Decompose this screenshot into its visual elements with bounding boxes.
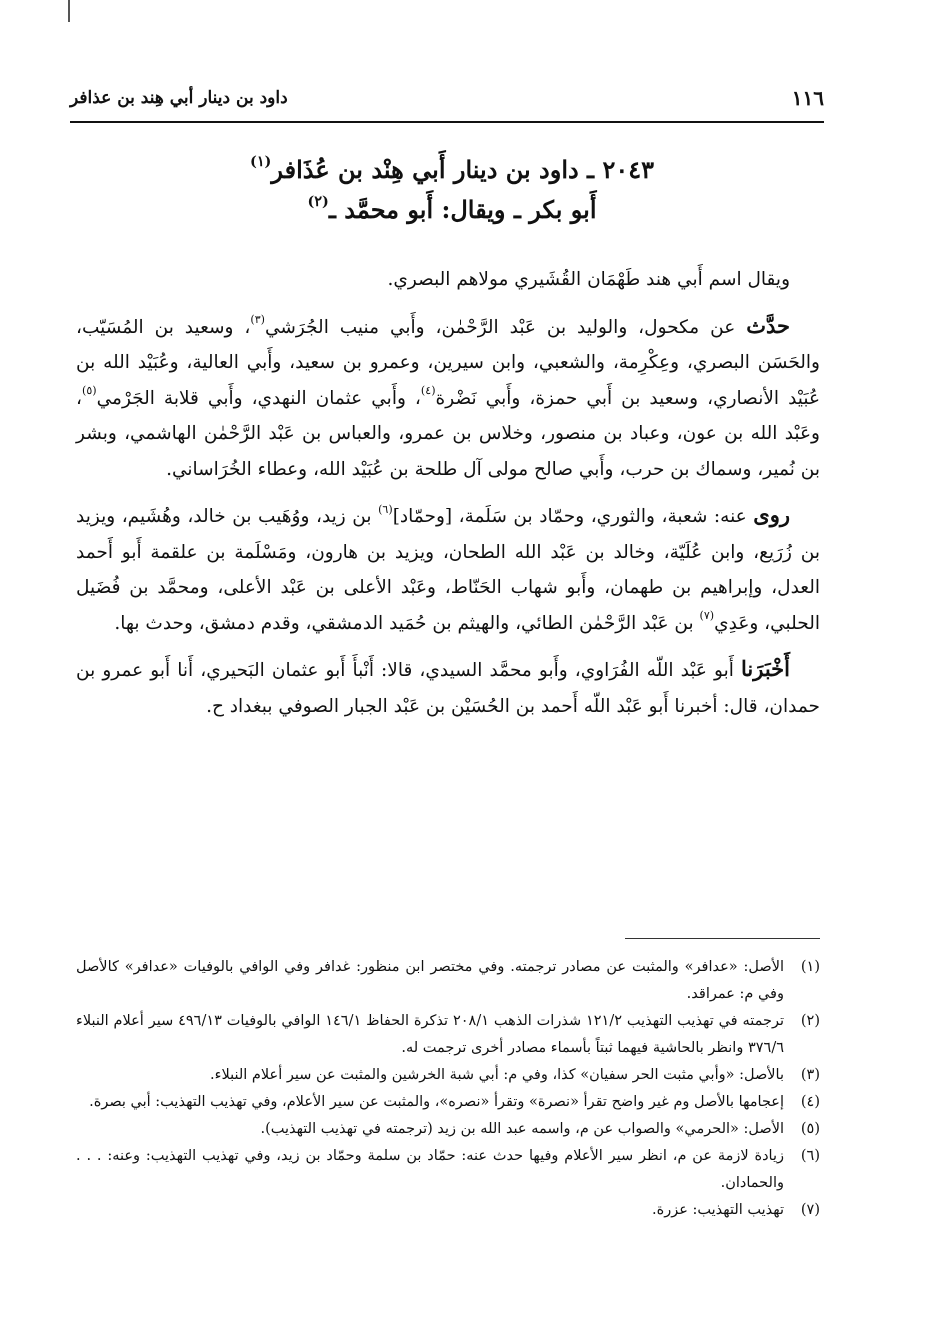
footnote-text: زيادة لازمة عن م، انظر سير الأعلام وفيها حدث عنه: حمّاد بن سلمة وحمّاد بن زيد، وفي تهذيب التهذيب: وعنه: . . . والحمادان. — [76, 1148, 784, 1191]
narrated-from-text-a: عن مكحول، والوليد بن عَبْد الرَّحْمٰن، وأَبي منيب الجُرَشي — [264, 316, 747, 338]
footnote-text: إعجامها بالأصل وم غير واضح تقرأ «نصرة» وتقرأ «نصره»، والمثبت عن سير الأعلام، وفي تهذيب التهذيب: أبي بصرة. — [89, 1094, 784, 1110]
running-header — [70, 84, 824, 124]
running-title: داود بن دينار أبي هِند بن عذافر — [70, 88, 288, 108]
footnote-number: (٢) — [800, 1013, 820, 1029]
footnote — [76, 1116, 820, 1143]
isnad-text: أَبو عَبْد اللّه الفُرَاوي، وأَبو محمَّد السيدي، قالا: أَنْبأَ أَبو عثمان البَحيري، أَنا أَبو عمرو بن حمدان، قال: أخبرنا أَبو عَبْد اللّه أَحمد بن الحُسَيْن بن عَبْد الجبار الصوفي ببغداد ح. — [76, 660, 820, 717]
entry-kunya: أَبو بكر ـ ويقال: أَبو محمَّد ـ — [328, 195, 597, 224]
lead-word-akhbarana: أَخْبَرَنا — [741, 656, 790, 681]
footnote — [76, 1062, 820, 1089]
footnote — [76, 954, 820, 1008]
lead-word-haddatha: حدَّث — [746, 312, 790, 338]
footnote — [76, 1143, 820, 1197]
footnote-ref-1: (١) — [250, 153, 272, 171]
footnote — [76, 1008, 820, 1062]
footnote-number: (٦) — [800, 1148, 820, 1164]
footnote-ref-6: (٦) — [378, 502, 393, 516]
narrators-text-c: بن عَبْد الرَّحْمٰن الطائي، والهيثم بن حُمَيد الدمشقي، وقدم دمشق، وحدث بها. — [114, 612, 700, 634]
footnote-ref-4: (٤) — [420, 384, 436, 398]
body-text — [76, 262, 820, 724]
entry-title — [80, 150, 824, 230]
footnote-number: (١) — [800, 959, 820, 975]
footnote-number: (٧) — [800, 1202, 820, 1218]
narrated-from-text-c: ، وأَبي عثمان النهدي، وأَبي قلابة الجَرْمي — [96, 387, 421, 409]
footnote-number: (٣) — [800, 1067, 820, 1083]
footnote-ref-5: (٥) — [81, 384, 97, 398]
paragraph-narrators — [76, 497, 820, 641]
paragraph-name — [76, 262, 820, 298]
narrators-text-a: عنه: شعبة، والثوري، وحمّاد بن سَلَمة، [وحمّاد] — [392, 506, 754, 527]
entry-title-line-2 — [80, 190, 824, 230]
header-rule — [70, 121, 824, 123]
footnote-ref-3: (٣) — [250, 313, 265, 327]
page-edge-mark — [68, 0, 70, 22]
footnote-text: الأصل: «الحرمي» والصواب عن م، واسمه عبد الله بن زيد (ترجمته في تهذيب التهذيب). — [260, 1121, 784, 1137]
footnote-text: الأصل: «عدافر» والمثبت عن مصادر ترجمته. وفي مختصر ابن منظور: غدافر وفي الوافي بالوفيات «عدافر» كالأصل وفي م: عمراقد. — [76, 959, 784, 1002]
footnote-text: تهذيب التهذيب: عزرة. — [652, 1202, 784, 1218]
narrated-from-text-b: ، وسعيد بن المُسَيّب، والحَسَن البصري، وعِكْرِمة، والشعبي، وابن سيرين، وعمرو بن سعيد، وأَبي العالية، وعُبَيْد الله بن عُبَيْد الأنصاري، وسعيد بن أَبي حمزة، وأَبي نَضْرة — [76, 316, 820, 409]
narrators-text-b: بن زيد، ووُهَيب بن خالد، وهُشَيم، ويزيد بن زُرَيع، وابن عُلَيّة، وخالد بن عَبْد الله الطحان، ويزيد بن هارون، ومَسْلَمة بن علقمة أَبو أَحمد العدل، وإبراهيم بن طهمان، وأَبو شهاب الحَنّاط، وعَبْد الأعلى بن عَبْد الأعلى، ومحمَّد بن فُضَيل الحلبي، وعَدِي — [76, 506, 820, 634]
lead-word-rawa: روى — [753, 502, 790, 527]
paragraph-narrated-from — [76, 308, 820, 488]
footnote-ref-7: (٧) — [699, 609, 715, 623]
footnote-separator — [625, 938, 820, 939]
footnote-text: بالأصل: «وأبي مثبت الحر سفيان» كذا، وفي م: أبي شبة الخرشين والمثبت عن سير أعلام النبلاء. — [210, 1067, 784, 1083]
footnote-number: (٤) — [800, 1094, 820, 1110]
paragraph-name-text: ويقال اسم أَبي هند طَهْمَان القُشَيري مولاهم البصري. — [387, 269, 790, 290]
footnotes — [76, 954, 820, 1224]
narrated-from-text-d: ، وعَبْد الله بن عون، وعباد بن منصور، وخلاس بن عمرو، والعباس بن عَبْد الرَّحْمٰن الهاشمي، وبشر بن نُمير، وسماك بن حرب، وأَبي صالح مولى آل طلحة بن عُبَيْد الله، وعطاء الخُرَاساني. — [76, 387, 820, 480]
footnote-ref-2: (٢) — [307, 193, 329, 211]
footnote — [76, 1089, 820, 1116]
paragraph-isnad — [76, 651, 820, 724]
page-number: ١١٦ — [791, 86, 824, 110]
entry-name: ٢٠٤٣ ـ داود بن دينار أَبي هِنْد بن عُذَافر — [271, 155, 654, 184]
footnote-text: ترجمته في تهذيب التهذيب ١٢١/٢ شذرات الذهب ٢٠٨/١ تذكرة الحفاظ ١٤٦/١ الوافي بالوفيات ٤٩٦/١٣ سير أعلام النبلاء ٣٧٦/٦ وانظر بالحاشية فيهما ثبتاً بأسماء مصادر أخرى ترجمت له. — [76, 1013, 784, 1056]
footnote-number: (٥) — [800, 1121, 820, 1137]
footnote — [76, 1197, 820, 1224]
entry-title-line-1 — [80, 150, 824, 190]
